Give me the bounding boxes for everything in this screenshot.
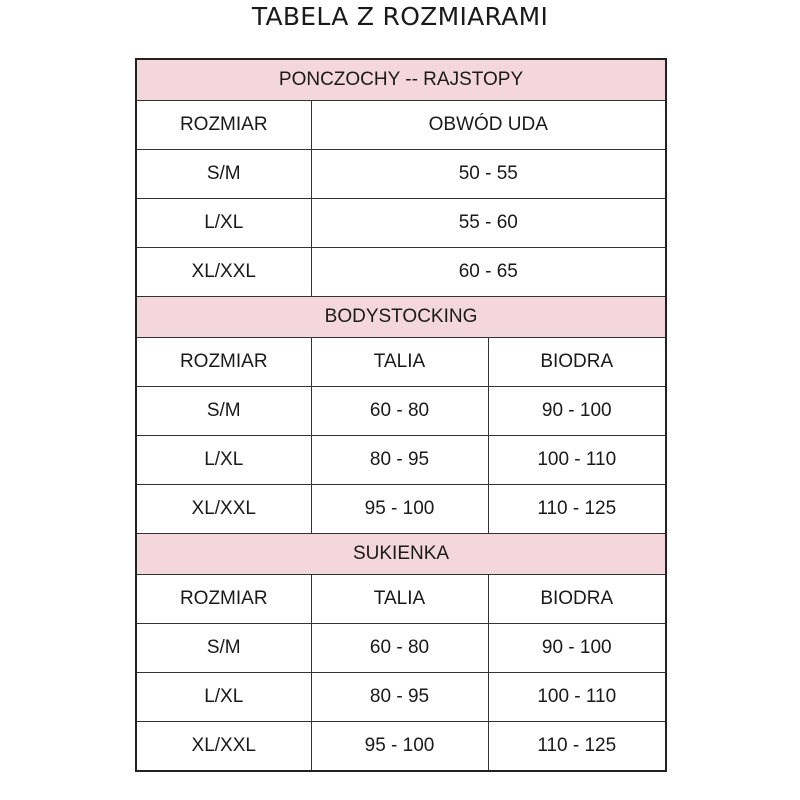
waist-cell: 80 - 95	[311, 673, 488, 722]
section-title-stockings: PONCZOCHY -- RAJSTOPY	[136, 59, 666, 101]
table-row	[136, 199, 666, 248]
size-cell: XL/XXL	[136, 485, 311, 534]
section-header-row	[136, 297, 666, 338]
column-header-hips: BIODRA	[488, 575, 666, 624]
column-header-size: ROZMIAR	[136, 575, 311, 624]
size-cell: S/M	[136, 150, 311, 199]
column-header-waist: TALIA	[311, 575, 488, 624]
hips-cell: 100 - 110	[488, 673, 666, 722]
table-row	[136, 387, 666, 436]
waist-cell: 80 - 95	[311, 436, 488, 485]
table-row	[136, 673, 666, 722]
column-header-row	[136, 575, 666, 624]
thigh-cell: 50 - 55	[311, 150, 666, 199]
section-title-bodystocking: BODYSTOCKING	[136, 297, 666, 338]
table-row	[136, 722, 666, 772]
hips-cell: 90 - 100	[488, 387, 666, 436]
waist-cell: 95 - 100	[311, 485, 488, 534]
column-header-hips: BIODRA	[488, 338, 666, 387]
column-header-thigh: OBWÓD UDA	[311, 101, 666, 150]
hips-cell: 110 - 125	[488, 722, 666, 772]
size-cell: S/M	[136, 387, 311, 436]
thigh-cell: 55 - 60	[311, 199, 666, 248]
hips-cell: 90 - 100	[488, 624, 666, 673]
waist-cell: 60 - 80	[311, 624, 488, 673]
thigh-cell: 60 - 65	[311, 248, 666, 297]
size-cell: XL/XXL	[136, 248, 311, 297]
waist-cell: 95 - 100	[311, 722, 488, 772]
column-header-size: ROZMIAR	[136, 338, 311, 387]
section-header-row	[136, 534, 666, 575]
table-row	[136, 436, 666, 485]
table-row	[136, 248, 666, 297]
column-header-waist: TALIA	[311, 338, 488, 387]
hips-cell: 100 - 110	[488, 436, 666, 485]
column-header-row	[136, 101, 666, 150]
size-chart-table	[135, 58, 667, 772]
page-title: TABELA Z ROZMIARAMI	[251, 2, 549, 31]
size-cell: S/M	[136, 624, 311, 673]
table-row	[136, 624, 666, 673]
section-title-dress: SUKIENKA	[136, 534, 666, 575]
table-row	[136, 485, 666, 534]
column-header-row	[136, 338, 666, 387]
size-cell: L/XL	[136, 436, 311, 485]
size-cell: L/XL	[136, 673, 311, 722]
size-cell: XL/XXL	[136, 722, 311, 772]
table-row	[136, 150, 666, 199]
size-cell: L/XL	[136, 199, 311, 248]
hips-cell: 110 - 125	[488, 485, 666, 534]
section-header-row	[136, 59, 666, 101]
waist-cell: 60 - 80	[311, 387, 488, 436]
column-header-size: ROZMIAR	[136, 101, 311, 150]
